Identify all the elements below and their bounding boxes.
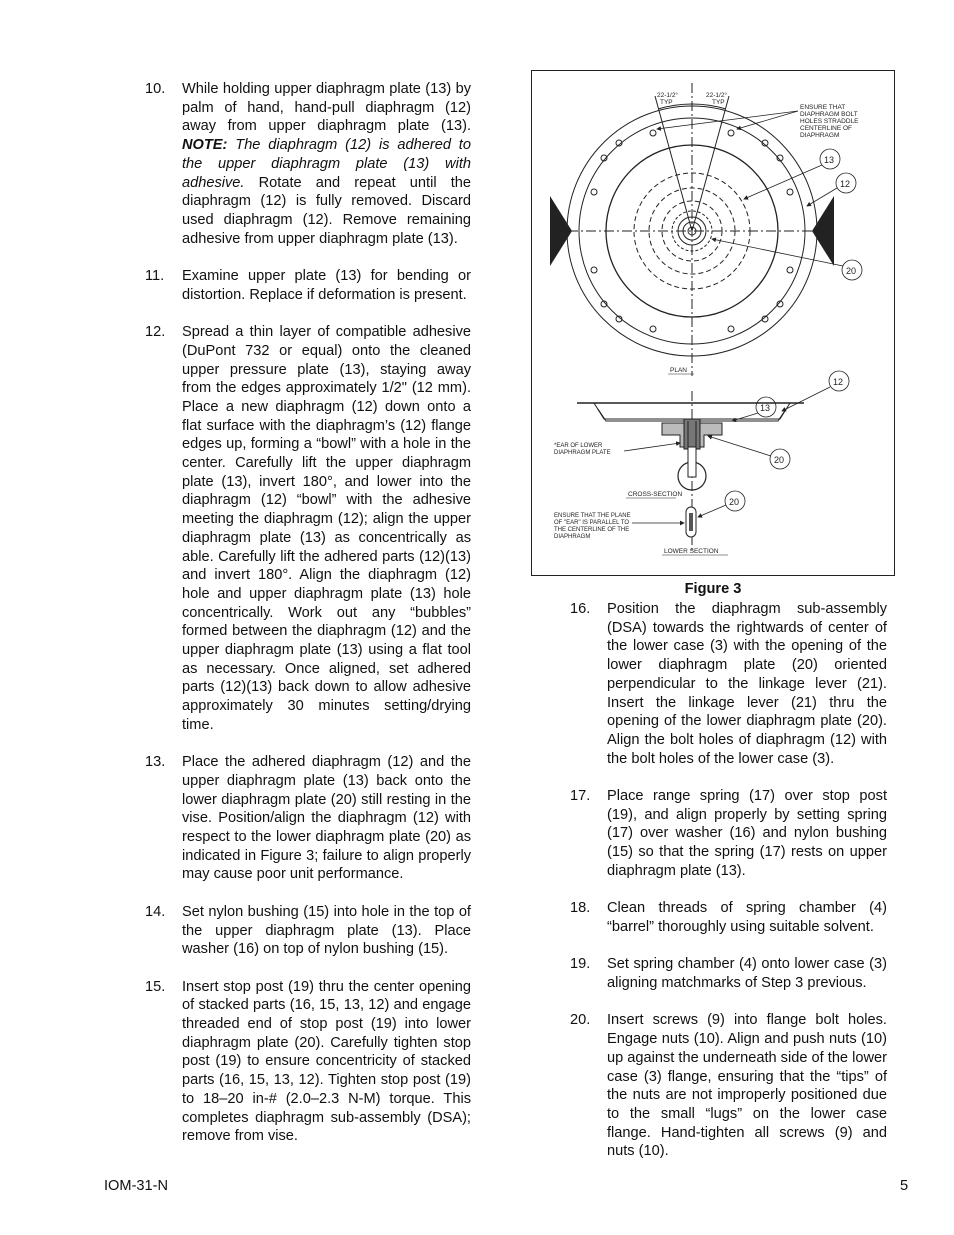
- left-column: [145, 80, 471, 1165]
- cross-section-label: CROSS-SECTION: [628, 491, 683, 498]
- page-number: 5: [900, 1178, 909, 1194]
- svg-text:DIAPHRAGM: DIAPHRAGM: [800, 132, 840, 139]
- plan-label: PLAN: [670, 367, 687, 374]
- svg-text:ENSURE THAT THE PLANE: ENSURE THAT THE PLANE: [554, 513, 631, 519]
- step-number: 14.: [145, 903, 166, 920]
- step-number: 20.: [570, 1012, 591, 1029]
- figure-3: [531, 70, 895, 576]
- bolt-hole-note: [800, 104, 859, 139]
- callout-13-plan: 13: [824, 155, 835, 165]
- callout-20-plan: 20: [846, 266, 857, 276]
- angle-right-label: 22-1/2°: [706, 92, 728, 99]
- step-11: [145, 267, 471, 304]
- step-number: 13.: [145, 754, 166, 771]
- step-text: Clean threads of spring chamber (4) “barrel” thoroughly using suitable solvent.: [607, 900, 887, 935]
- callout-13-section: 13: [760, 403, 771, 413]
- step-number: 15.: [145, 978, 166, 995]
- step-10: [145, 80, 471, 248]
- svg-text:DIAPHRAGM PLATE: DIAPHRAGM PLATE: [554, 450, 611, 456]
- angle-left-label: 22-1/2°: [657, 92, 679, 99]
- callout-12-plan: 12: [840, 179, 851, 189]
- diaphragm-drawing: [532, 71, 893, 574]
- svg-text:THE CENTERLINE OF THE: THE CENTERLINE OF THE: [554, 527, 630, 533]
- step-text: Set spring chamber (4) onto lower case (3) aligning matchmarks of Step 3 previous.: [607, 956, 887, 992]
- step-16: [570, 600, 887, 768]
- svg-text:*EAR OF LOWER: *EAR OF LOWER: [554, 443, 603, 449]
- step-text: Spread a thin layer of compatible adhesive (DuPont 732 or equal) onto the cleaned upper pressure plate (13), staying away from the edges approximately 1/2" (12 mm). Place a new diaphragm (12) down onto a flat surface with the diaphragm’s (12) flange edges up, forming a “bowl” with a hole in the center. Carefully lift the upper diaphragm plate (13), invert 180°, and lower into the diaphragm (12) “bowl” with the adhesive meeting the diaphragm (12); align the upper diaphragm plate (13) as concentrically as able. Carefully lift the adhered parts (12)(13) and invert 180°. Align the diaphragm (12) hole and upper diaphragm plate (13) hole concentrically. Work out any “bubbles” formed between the diaphragm (12) and the upper diaphragm plate (13) using a flat tool as necessary. Once aligned, set adhered parts (12)(13) back down to allow adhesive approximately 30 minutes setting/drying time.: [182, 324, 471, 733]
- step-number: 12.: [145, 324, 166, 341]
- step-number: 17.: [570, 788, 591, 805]
- step-text: Place the adhered diaphragm (12) and the upper diaphragm plate (13) back onto the lower diaphragm plate (20) still resting in the vise. Position/align the diaphragm (12) with respect to the lower diaphragm plate (20) as indicated in Figure 3; failure to align properly may cause poor unit performance.: [182, 754, 471, 883]
- step-text: Insert screws (9) into flange bolt holes. Engage nuts (10). Align and push nuts (10) up against the underneath side of the lower case (3) flange, ensuring that the “tips” of the nuts are not improperly positioned due to the small “lugs” on the lower case flange. Hand-tighten all screws (9) and nuts (10).: [607, 1012, 887, 1160]
- step-number: 11.: [145, 268, 165, 285]
- svg-text:DIAPHRAGM BOLT: DIAPHRAGM BOLT: [800, 111, 858, 118]
- step-text: Set nylon bushing (15) into hole in the top of the upper diaphragm plate (13). Place washer (16) on top of nylon bushing (15).: [182, 903, 471, 958]
- svg-text:DIAPHRAGM: DIAPHRAGM: [554, 534, 591, 540]
- step-number: 16.: [570, 601, 591, 617]
- step-14: [145, 903, 471, 959]
- ear-note: [554, 443, 611, 456]
- step-19: [570, 955, 887, 992]
- typ-left-label: TYP: [660, 99, 673, 106]
- document-id: IOM-31-N: [104, 1178, 169, 1194]
- typ-right-label: TYP: [712, 99, 725, 106]
- callout-12-section: 12: [833, 377, 844, 387]
- step-text: Insert stop post (19) thru the center opening of stacked parts (16, 15, 13, 12) and engage threaded end of stop post (19) into lower diaphragm plate (20). Carefully tighten stop post (19) to ensure concentricity of stacked parts (16, 15, 13, 12). Tighten stop post (19) to 18–20 in-# (2.0–2.3 N-M) torque. This completes diaphragm sub-assembly (DSA); remove from vise.: [182, 978, 471, 1145]
- step-20: [570, 1011, 887, 1161]
- step-text: Examine upper plate (13) for bending or distortion. Replace if deformation is present.: [182, 268, 471, 303]
- callout-20-lower: 20: [729, 497, 740, 507]
- step-text: Place range spring (17) over stop post (19), and align properly by setting spring (17) over washer (16) and nylon bushing (15) so that the spring (17) rests on upper diaphragm plate (13).: [607, 788, 887, 879]
- svg-text:ENSURE THAT: ENSURE THAT: [800, 104, 846, 111]
- note-label: NOTE:: [182, 137, 228, 154]
- lower-section-label: LOWER SECTION: [664, 548, 719, 555]
- svg-text:OF "EAR" IS PARALLEL TO: OF "EAR" IS PARALLEL TO: [554, 520, 630, 526]
- step-15: [145, 978, 471, 1146]
- note-text: The diaphragm (12) is adhered to the upper diaphragm plate (13) with adhesive.: [182, 137, 471, 191]
- svg-text:HOLES STRADDLE: HOLES STRADDLE: [800, 118, 859, 125]
- step-number: 18.: [570, 900, 591, 917]
- step-number: 19.: [570, 956, 591, 973]
- step-number: 10.: [145, 81, 166, 97]
- step-text-continued: Rotate and repeat until the diaphragm (12) is fully removed. Discard used diaphragm (12). Remove remaining adhesive from upper diaphragm plate (13).: [182, 174, 471, 247]
- step-17: [570, 787, 887, 881]
- step-text: Position the diaphragm sub-assembly (DSA) towards the rightwards of center of the lower case (3) with the opening of the lower diaphragm plate (20) oriented perpendicular to the linkage lever (21). Insert the linkage lever (21) thru the opening of the lower diaphragm plate (20). Align the bolt holes of diaphragm (12) with the bolt holes of the lower case (3).: [607, 601, 887, 767]
- step-18: [570, 899, 887, 936]
- callout-20-section: 20: [774, 455, 785, 465]
- step-13: [145, 753, 471, 884]
- svg-text:CENTERLINE OF: CENTERLINE OF: [800, 125, 853, 132]
- step-text: While holding upper diaphragm plate (13) by palm of hand, hand-pull diaphragm (12) away from upper diaphragm plate (13).: [182, 81, 471, 135]
- right-column: [570, 600, 887, 1180]
- step-12: [145, 323, 471, 734]
- ensure-plane-note: [554, 513, 631, 540]
- figure-caption: Figure 3: [684, 581, 742, 597]
